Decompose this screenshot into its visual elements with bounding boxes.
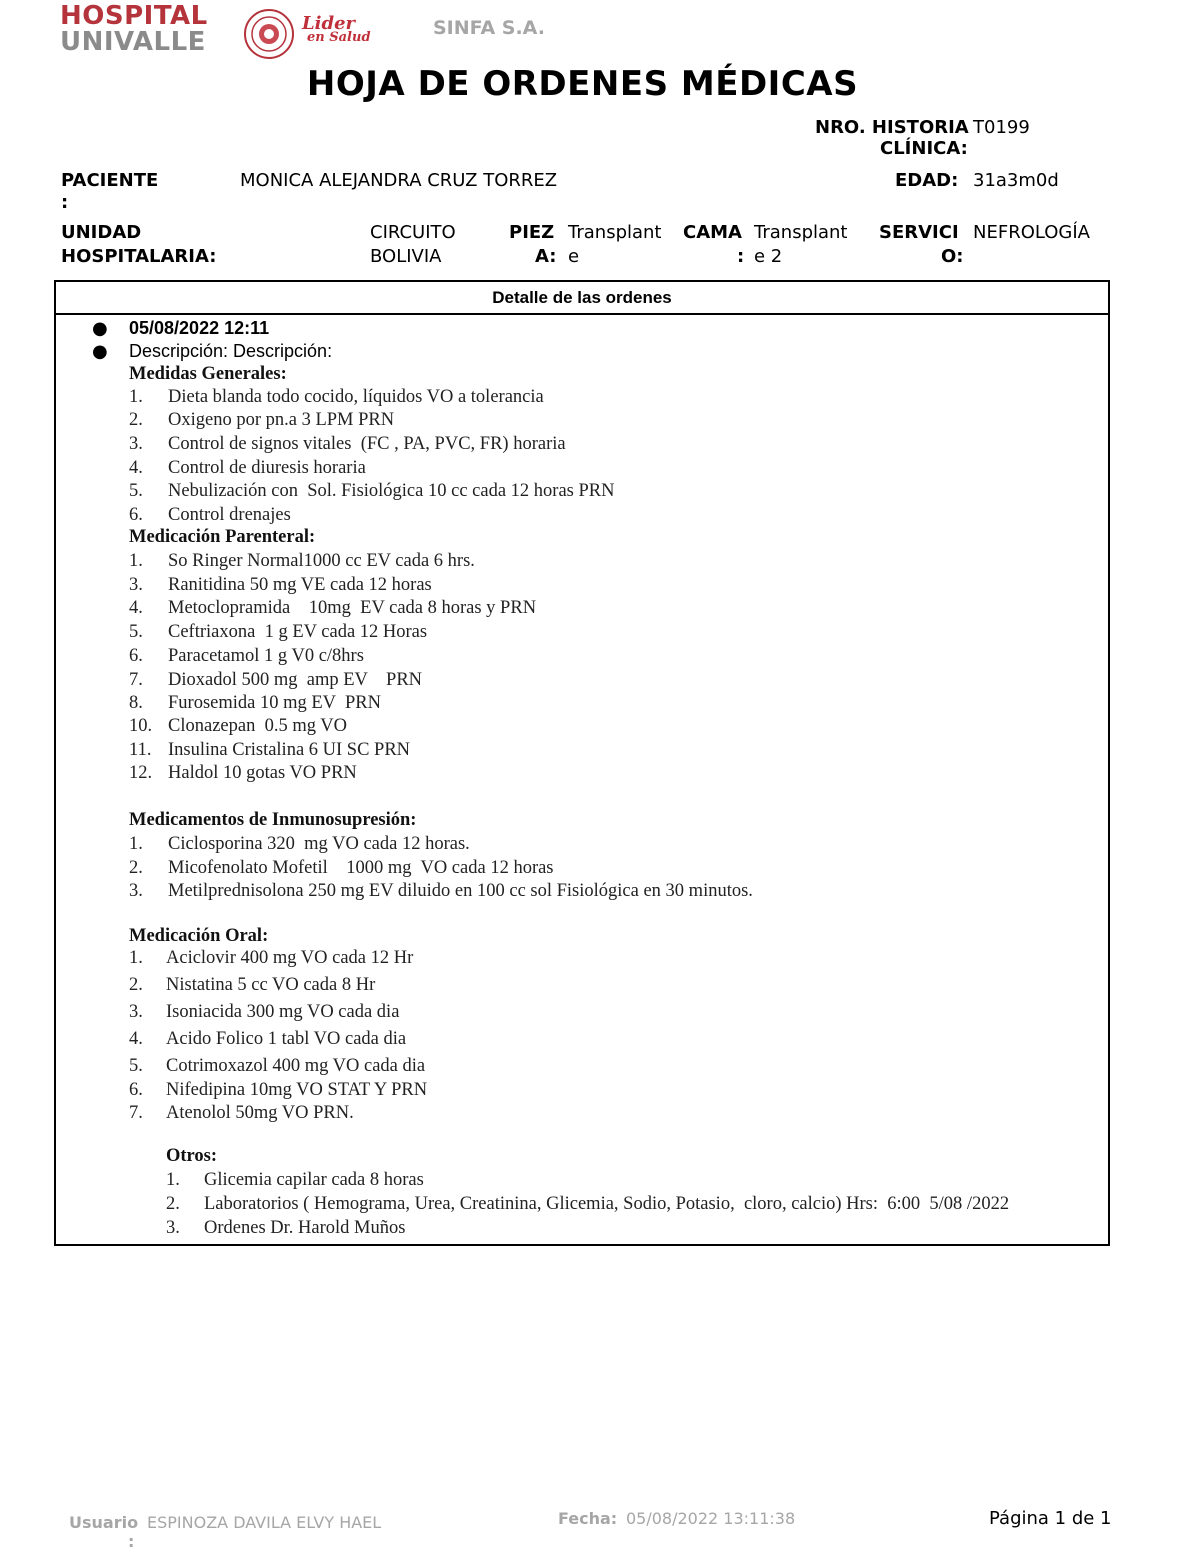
list-item-number: 1.	[129, 551, 143, 571]
orders-box-title: Detalle de las ordenes	[56, 282, 1108, 315]
list-item-number: 5.	[129, 1056, 143, 1076]
list-item-number: 1.	[166, 1170, 180, 1190]
list-item-parenteral: Paracetamol 1 g V0 c/8hrs	[168, 646, 364, 666]
logo-univalle-text: UNIVALLE	[60, 27, 206, 57]
list-item-generales: Dieta blanda todo cocido, líquidos VO a tolerancia	[168, 387, 544, 407]
list-item-otros: Ordenes Dr. Harold Muños	[204, 1218, 406, 1238]
list-item-oral: Isoniacida 300 mg VO cada dia	[166, 1002, 400, 1022]
pieza-label-2: A:	[535, 246, 557, 267]
section-title-inmuno: Medicamentos de Inmunosupresión:	[129, 810, 417, 830]
list-item-generales: Control drenajes	[168, 505, 291, 525]
list-item-inmuno: Metilprednisolona 250 mg EV diluido en 100 cc sol Fisiológica en 30 minutos.	[168, 881, 753, 901]
logo-salud-text: en Salud	[307, 30, 371, 45]
list-item-number: 1.	[129, 948, 143, 968]
historia-label: NRO. HISTORIA	[815, 117, 969, 138]
historia-label-2: CLÍNICA:	[880, 138, 968, 159]
footer-usuario-value: ESPINOZA DAVILA ELVY HAEL	[147, 1513, 382, 1532]
list-item-inmuno: Micofenolato Mofetil 1000 mg VO cada 12 horas	[168, 858, 554, 878]
list-item-parenteral: So Ringer Normal1000 cc EV cada 6 hrs.	[168, 551, 475, 571]
bullet-icon: ●	[92, 318, 108, 339]
list-item-number: 1.	[129, 387, 143, 407]
list-item-number: 5.	[129, 481, 143, 501]
list-item-generales: Oxigeno por pn.a 3 LPM PRN	[168, 410, 395, 430]
logo-hospital-text: HOSPITAL	[60, 1, 208, 31]
list-item-number: 2.	[129, 858, 143, 878]
unidad-label-2: HOSPITALARIA:	[61, 246, 217, 267]
section-title-otros: Otros:	[166, 1146, 218, 1166]
list-item-number: 3.	[129, 434, 143, 454]
page-title: HOJA DE ORDENES MÉDICAS	[306, 64, 859, 104]
bullet-icon: ●	[92, 341, 108, 362]
pieza-value-2: e	[568, 246, 580, 267]
cama-label-2: :	[737, 246, 745, 267]
cama-value-2: e 2	[754, 246, 783, 267]
list-item-number: 12.	[129, 763, 153, 783]
pieza-label: PIEZ	[509, 222, 555, 243]
cama-label: CAMA	[683, 222, 742, 243]
list-item-number: 3.	[129, 1002, 143, 1022]
list-item-parenteral: Ceftriaxona 1 g EV cada 12 Horas	[168, 622, 428, 642]
servicio-value: NEFROLOGÍA	[973, 222, 1090, 243]
list-item-parenteral: Furosemida 10 mg EV PRN	[168, 693, 381, 713]
list-item-number: 6.	[129, 505, 143, 525]
footer-usuario-label: Usuario	[69, 1513, 139, 1532]
section-title-oral: Medicación Oral:	[129, 926, 269, 946]
paciente-label: PACIENTE	[61, 170, 159, 191]
list-item-oral: Aciclovir 400 mg VO cada 12 Hr	[166, 948, 414, 968]
footer-page-number: Página 1 de 1	[989, 1508, 1112, 1529]
list-item-generales: Control de diuresis horaria	[168, 458, 366, 478]
list-item-number: 2.	[129, 975, 143, 995]
list-item-number: 10.	[129, 716, 153, 736]
list-item-number: 6.	[129, 646, 143, 666]
list-item-oral: Acido Folico 1 tabl VO cada dia	[166, 1029, 407, 1049]
paciente-label-colon: :	[61, 192, 69, 213]
list-item-parenteral: Dioxadol 500 mg amp EV PRN	[168, 670, 423, 690]
list-item-number: 1.	[129, 834, 143, 854]
paciente-value: MONICA ALEJANDRA CRUZ TORREZ	[240, 170, 558, 191]
logo-lider-text: Lider	[302, 13, 356, 34]
list-item-oral: Nifedipina 10mg VO STAT Y PRN	[166, 1080, 428, 1100]
list-item-number: 5.	[129, 622, 143, 642]
section-title-parenteral: Medicación Parenteral:	[129, 527, 316, 547]
list-item-parenteral: Metoclopramida 10mg EV cada 8 horas y PRN	[168, 598, 537, 618]
list-item-number: 3.	[166, 1218, 180, 1238]
list-item-number: 3.	[129, 575, 143, 595]
section-title-generales: Medidas Generales:	[129, 364, 287, 384]
order-description: Descripción: Descripción:	[129, 341, 333, 361]
cama-value: Transplant	[754, 222, 848, 243]
list-item-parenteral: Ranitidina 50 mg VE cada 12 horas	[168, 575, 432, 595]
pieza-value: Transplant	[568, 222, 662, 243]
footer-fecha-label: Fecha:	[558, 1509, 618, 1528]
list-item-otros: Glicemia capilar cada 8 horas	[204, 1170, 424, 1190]
seal-logo-icon	[243, 8, 295, 60]
list-item-parenteral: Clonazepan 0.5 mg VO	[168, 716, 347, 736]
list-item-number: 6.	[129, 1080, 143, 1100]
list-item-number: 8.	[129, 693, 143, 713]
list-item-number: 4.	[129, 1029, 143, 1049]
list-item-number: 4.	[129, 598, 143, 618]
list-item-parenteral: Insulina Cristalina 6 UI SC PRN	[168, 740, 411, 760]
list-item-oral: Atenolol 50mg VO PRN.	[166, 1103, 354, 1123]
footer-fecha-value: 05/08/2022 13:11:38	[626, 1509, 796, 1528]
list-item-oral: Nistatina 5 cc VO cada 8 Hr	[166, 975, 376, 995]
list-item-otros: Laboratorios ( Hemograma, Urea, Creatinina, Glicemia, Sodio, Potasio, cloro, calcio) Hrs: 6:00 5/08 /2022	[204, 1194, 1010, 1214]
historia-value: T0199	[973, 117, 1030, 138]
servicio-label: SERVICI	[879, 222, 959, 243]
unidad-value: CIRCUITO	[370, 222, 456, 243]
unidad-label: UNIDAD	[61, 222, 142, 243]
list-item-oral: Cotrimoxazol 400 mg VO cada dia	[166, 1056, 426, 1076]
order-date: 05/08/2022 12:11	[129, 318, 270, 338]
list-item-number: 2.	[129, 410, 143, 430]
footer-usuario-colon: :	[128, 1532, 135, 1551]
list-item-number: 2.	[166, 1194, 180, 1214]
company-name: SINFA S.A.	[433, 17, 545, 39]
list-item-number: 3.	[129, 881, 143, 901]
servicio-label-2: O:	[941, 246, 964, 267]
edad-value: 31a3m0d	[973, 170, 1059, 191]
list-item-inmuno: Ciclosporina 320 mg VO cada 12 horas.	[168, 834, 470, 854]
list-item-number: 11.	[129, 740, 152, 760]
unidad-value-2: BOLIVIA	[370, 246, 442, 267]
list-item-number: 4.	[129, 458, 143, 478]
list-item-generales: Nebulización con Sol. Fisiológica 10 cc cada 12 horas PRN	[168, 481, 615, 501]
list-item-number: 7.	[129, 1103, 143, 1123]
edad-label: EDAD:	[895, 170, 959, 191]
list-item-generales: Control de signos vitales (FC , PA, PVC, FR) horaria	[168, 434, 566, 454]
list-item-parenteral: Haldol 10 gotas VO PRN	[168, 763, 357, 783]
list-item-number: 7.	[129, 670, 143, 690]
